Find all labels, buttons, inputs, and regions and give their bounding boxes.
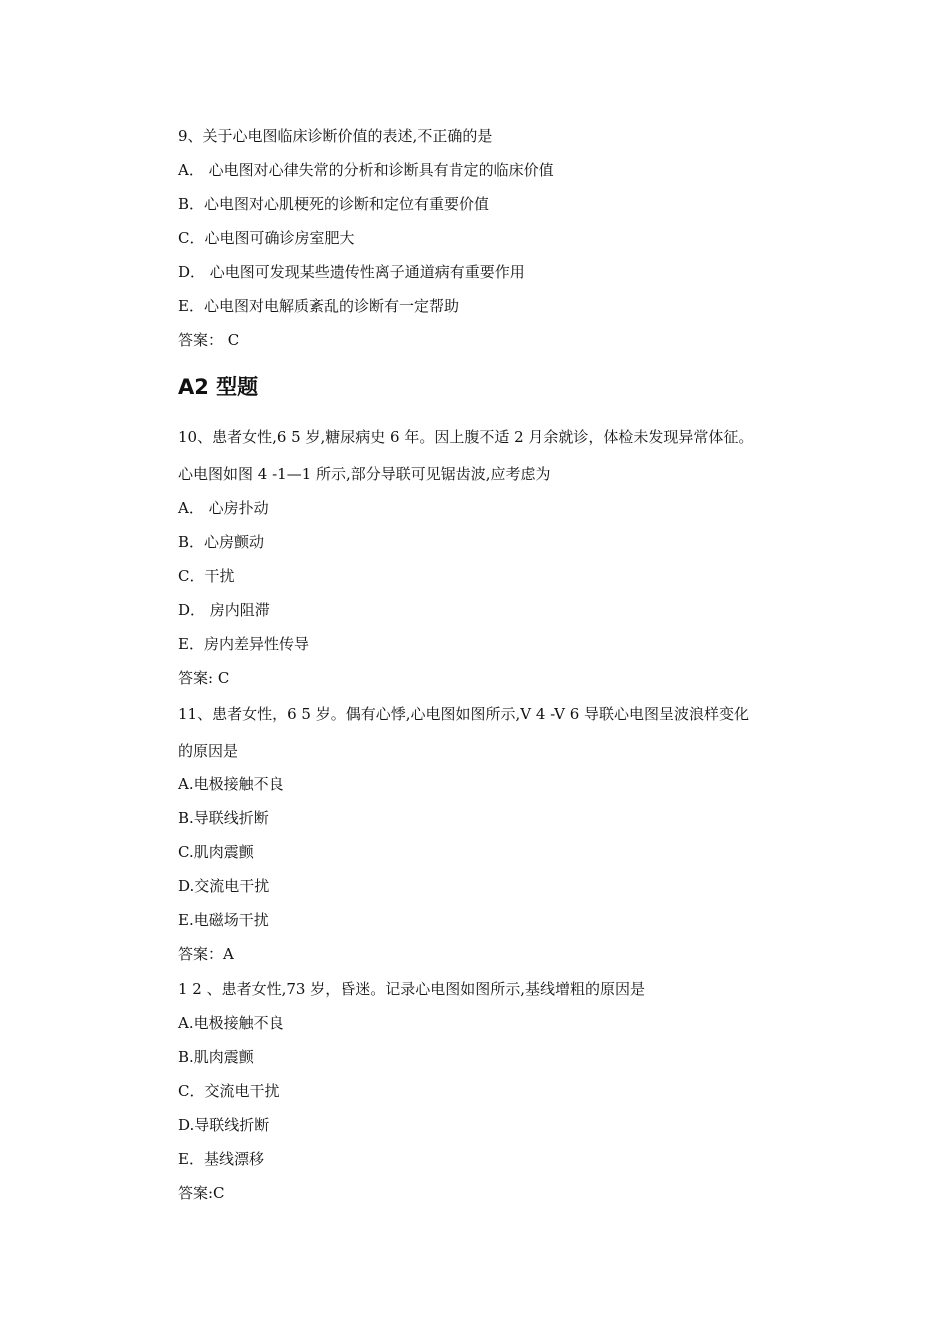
question-11-option-e: E.电磁场干扰: [178, 911, 269, 929]
question-12-option-a: A.电极接触不良: [178, 1014, 284, 1032]
question-11-option-a: A.电极接触不良: [178, 775, 284, 793]
question-9-option-d: D． 心电图可发现某些遗传性离子通道病有重要作用: [178, 263, 525, 281]
question-11-option-b: B.导联线折断: [178, 809, 269, 827]
question-11-stem-line-1: 11、患者女性，6 5 岁。偶有心悸,心电图如图所示,V 4 -V 6 导联心电图呈波浪样变化: [178, 705, 750, 723]
question-9-option-c: C．心电图可确诊房室肥大: [178, 229, 355, 247]
question-9-answer: 答案： C: [178, 331, 240, 349]
question-12-option-c: C．交流电干扰: [178, 1082, 280, 1100]
question-12-stem: 1 2 、患者女性,73 岁，昏迷。记录心电图如图所示,基线增粗的原因是: [178, 980, 646, 998]
question-10-option-a: A． 心房扑动: [178, 499, 269, 517]
question-12-option-b: B.肌肉震颤: [178, 1048, 254, 1066]
question-11-answer: 答案：A: [178, 945, 234, 963]
question-10-option-c: C．干扰: [178, 567, 235, 585]
question-9-stem: 9、关于心电图临床诊断价值的表述,不正确的是: [178, 127, 493, 145]
question-12-option-d: D.导联线折断: [178, 1116, 270, 1134]
question-10-stem-line-1: 10、患者女性,6 5 岁,糖尿病史 6 年。因上腹不适 2 月余就诊，体检未发现异常体征。: [178, 428, 754, 446]
question-10-option-e: E．房内差异性传导: [178, 635, 309, 653]
question-10-answer: 答案: C: [178, 669, 230, 687]
question-10-option-b: B．心房颤动: [178, 533, 265, 551]
question-12-answer: 答案:C: [178, 1184, 225, 1202]
question-9-option-b: B．心电图对心肌梗死的诊断和定位有重要价值: [178, 195, 490, 213]
question-10-option-d: D． 房内阻滞: [178, 601, 270, 619]
question-11-option-d: D.交流电干扰: [178, 877, 270, 895]
section-heading: A2 型题: [178, 375, 259, 399]
question-10-stem-line-2: 心电图如图 4 -1—1 所示,部分导联可见锯齿波,应考虑为: [178, 465, 551, 483]
question-12-option-e: E．基线漂移: [178, 1150, 264, 1168]
question-9-option-a: A． 心电图对心律失常的分析和诊断具有肯定的临床价值: [178, 161, 554, 179]
question-11-stem-line-2: 的原因是: [178, 742, 239, 760]
question-11-option-c: C.肌肉震颤: [178, 843, 254, 861]
question-9-option-e: E．心电图对电解质紊乱的诊断有一定帮助: [178, 297, 459, 315]
